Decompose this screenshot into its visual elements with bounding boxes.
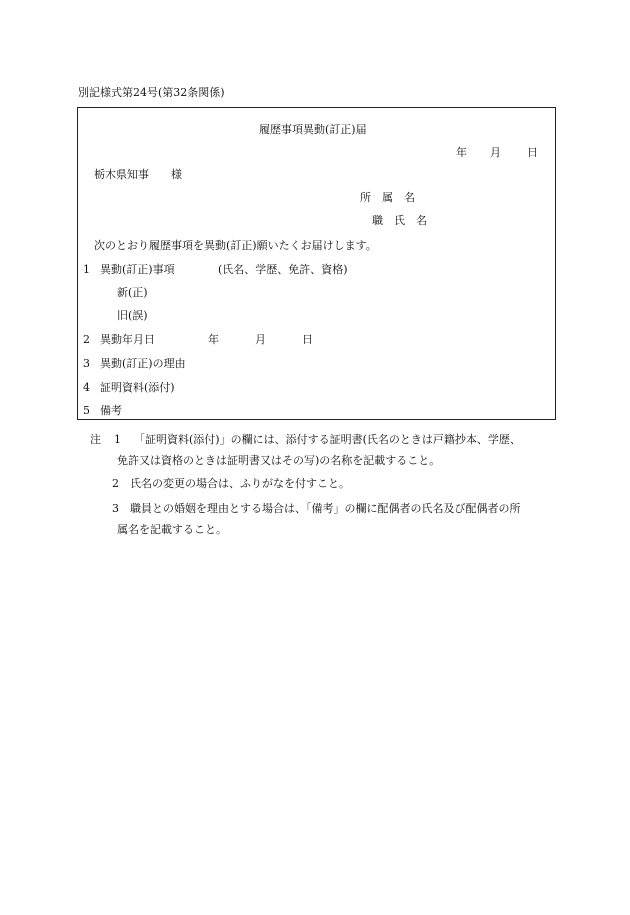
date-day: 日 xyxy=(527,146,538,159)
note-1-number: 1 xyxy=(114,433,121,446)
item-1-note: (氏名、学歴、免許、資格) xyxy=(218,263,348,276)
change-date-year: 年 xyxy=(208,333,219,346)
item-2-number: 2 xyxy=(83,333,90,346)
affiliation-label: 所 属 名 xyxy=(360,191,415,204)
note-1-line1: 「証明資料(添付)」の欄には、添付する証明書(氏名のときは戸籍抄本、学歴、 xyxy=(134,433,521,446)
note-1-line2: 免許又は資格のときは証明書又はその写)の名称を記載すること。 xyxy=(117,454,441,467)
change-date-day: 日 xyxy=(302,333,313,346)
addressee: 栃木県知事 様 xyxy=(94,168,182,181)
change-date-month: 月 xyxy=(255,333,266,346)
item-1-label: 異動(訂正)事項 xyxy=(100,263,175,276)
new-label: 新(正) xyxy=(117,286,148,299)
item-4-number: 4 xyxy=(83,381,90,394)
note-2-number: 2 xyxy=(112,477,119,490)
form-title: 履歴事項異動(訂正)届 xyxy=(259,123,367,136)
old-label: 旧(誤) xyxy=(117,309,148,322)
note-3-number: 3 xyxy=(112,502,119,515)
item-3-number: 3 xyxy=(83,357,90,370)
notes-prefix: 注 xyxy=(90,433,101,446)
note-3-line2: 属名を記載すること。 xyxy=(117,523,227,536)
note-3-line1: 職員との婚姻を理由とする場合は、「備考」の欄に配偶者の氏名及び配偶者の所 xyxy=(130,502,521,515)
note-2-line1: 氏名の変更の場合は、ふりがなを付すこと。 xyxy=(130,477,350,490)
form-label: 別記様式第24号(第32条関係) xyxy=(78,86,225,99)
item-5-label: 備考 xyxy=(100,404,122,417)
intro-text: 次のとおり履歴事項を異動(訂正)願いたくお届けします。 xyxy=(94,239,377,252)
item-2-label: 異動年月日 xyxy=(100,333,155,346)
item-4-label: 証明資料(添付) xyxy=(100,381,175,394)
date-year: 年 xyxy=(456,146,467,159)
item-5-number: 5 xyxy=(83,404,90,417)
date-month: 月 xyxy=(490,146,501,159)
item-3-label: 異動(訂正)の理由 xyxy=(100,357,186,370)
position-name-label: 職 氏 名 xyxy=(372,214,427,227)
item-1-number: 1 xyxy=(83,263,90,276)
